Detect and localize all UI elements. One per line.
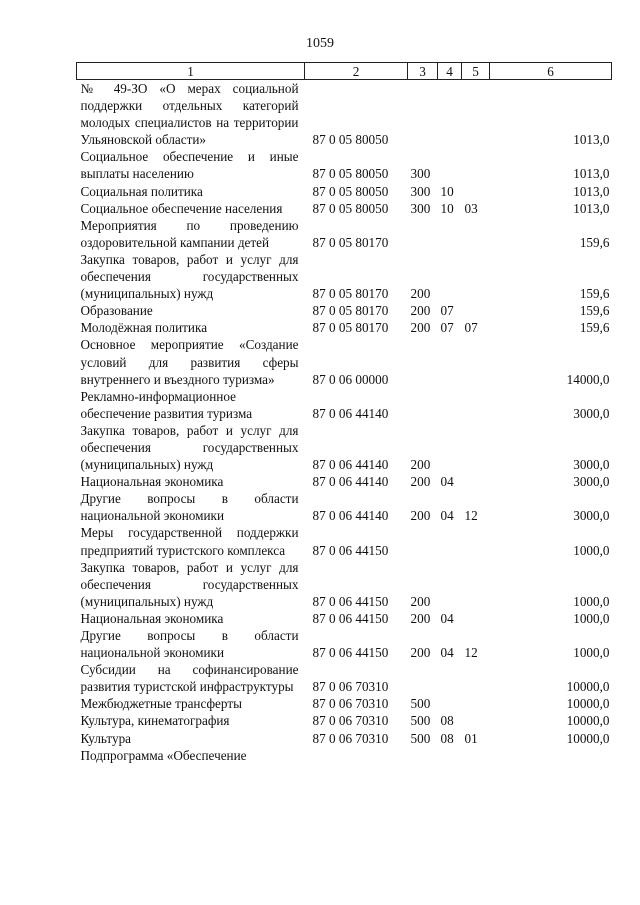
- table-row: [77, 747, 612, 764]
- row-name: Закупка товаров, работ и услуг для обеспечения государственных (муниципальных) нужд: [80, 422, 299, 473]
- table-row: [77, 336, 612, 387]
- row-code: 87 0 06 00000: [312, 371, 389, 387]
- row-code: 87 0 05 80050: [312, 166, 389, 182]
- row-expense-type: [408, 80, 438, 149]
- row-subsection: 03: [464, 200, 478, 216]
- row-expense-type: 200: [410, 320, 431, 336]
- row-subsection: [462, 695, 490, 712]
- table-row: [77, 695, 612, 712]
- row-name: Образование: [80, 303, 153, 319]
- row-amount: 159,6: [579, 234, 610, 250]
- table-row: [77, 712, 612, 729]
- table-row: [77, 200, 612, 217]
- row-code: 87 0 05 80050: [312, 132, 389, 148]
- row-expense-type: [408, 336, 438, 387]
- row-expense-type: 500: [410, 730, 431, 746]
- row-section: 07: [440, 303, 454, 319]
- row-amount: [490, 747, 612, 764]
- row-expense-type: 200: [410, 508, 431, 524]
- row-subsection: [462, 661, 490, 695]
- row-amount: 3000,0: [573, 474, 610, 490]
- row-amount: 159,6: [579, 303, 610, 319]
- row-amount: 14000,0: [566, 371, 610, 387]
- row-amount: 10000,0: [566, 713, 610, 729]
- column-header-2: 2: [305, 63, 408, 80]
- row-name: Национальная экономика: [80, 474, 224, 490]
- row-section: 04: [440, 610, 454, 626]
- row-section: [438, 524, 462, 558]
- row-name: Социальное обеспечение населения: [80, 200, 283, 216]
- row-section: 10: [440, 200, 454, 216]
- row-subsection: [462, 388, 490, 422]
- table-row: [77, 319, 612, 336]
- row-section: [438, 336, 462, 387]
- row-name: Межбюджетные трансферты: [80, 696, 242, 712]
- row-amount: 159,6: [579, 286, 610, 302]
- row-amount: 1000,0: [573, 645, 610, 661]
- table-row: [77, 422, 612, 473]
- row-section: 07: [440, 320, 454, 336]
- table-row: [77, 610, 612, 627]
- row-subsection: 07: [464, 320, 478, 336]
- row-expense-type: 200: [410, 286, 431, 302]
- row-expense-type: 200: [410, 645, 431, 661]
- row-section: [438, 251, 462, 302]
- row-name: Культура: [80, 730, 132, 746]
- row-expense-type: [408, 524, 438, 558]
- column-header-3: 3: [408, 63, 438, 80]
- table-body: [77, 80, 612, 764]
- row-code: 87 0 06 44150: [312, 610, 389, 626]
- row-section: 10: [440, 183, 454, 199]
- row-section: 04: [440, 645, 454, 661]
- row-expense-type: [408, 217, 438, 251]
- table-row: [77, 388, 612, 422]
- row-code: 87 0 06 44140: [312, 405, 389, 421]
- row-expense-type: 200: [410, 610, 431, 626]
- table-row: [77, 730, 612, 747]
- row-expense-type: 300: [410, 183, 431, 199]
- row-subsection: 01: [464, 730, 478, 746]
- row-code: 87 0 05 80170: [312, 234, 389, 250]
- row-name: Мероприятия по проведению оздоровительной кампании детей: [80, 217, 299, 250]
- row-subsection: [462, 524, 490, 558]
- row-expense-type: 300: [410, 166, 431, 182]
- row-section: 04: [440, 508, 454, 524]
- row-amount: 1013,0: [573, 200, 610, 216]
- row-subsection: 12: [464, 508, 478, 524]
- row-code: 87 0 06 70310: [312, 679, 389, 695]
- table-row: [77, 473, 612, 490]
- row-subsection: 12: [464, 645, 478, 661]
- row-subsection: [462, 610, 490, 627]
- row-section: [438, 388, 462, 422]
- row-subsection: [462, 302, 490, 319]
- row-name: № 49-ЗО «О мерах социальной поддержки отдельных категорий молодых специалистов на территории Ульяновской области»: [80, 81, 299, 148]
- row-section: [438, 661, 462, 695]
- row-code: 87 0 05 80170: [312, 286, 389, 302]
- row-amount: 1013,0: [573, 183, 610, 199]
- row-section: [438, 559, 462, 610]
- row-subsection: [462, 183, 490, 200]
- row-name: Основное мероприятие «Создание условий для развития сферы внутреннего и въездного туризма»: [80, 337, 299, 387]
- row-code: 87 0 06 44150: [312, 593, 389, 609]
- row-name: Подпрограмма «Обеспечение: [80, 747, 247, 763]
- table-row: [77, 627, 612, 661]
- row-subsection: [462, 336, 490, 387]
- row-amount: 1000,0: [573, 593, 610, 609]
- row-name: Субсидии на софинансирование развития туристской инфраструктуры: [80, 662, 299, 695]
- row-expense-type: [408, 747, 438, 764]
- row-amount: 10000,0: [566, 679, 610, 695]
- row-amount: 3000,0: [573, 457, 610, 473]
- row-subsection: [462, 473, 490, 490]
- table-row: [77, 302, 612, 319]
- row-subsection: [462, 217, 490, 251]
- column-header-6: 6: [490, 63, 612, 80]
- row-name: Социальная политика: [80, 183, 203, 199]
- row-amount: 1000,0: [573, 542, 610, 558]
- table-header-row: [77, 63, 612, 80]
- row-code: 87 0 05 80170: [312, 303, 389, 319]
- row-name: Национальная экономика: [80, 610, 224, 626]
- table-row: [77, 183, 612, 200]
- row-name: Другие вопросы в области национальной экономики: [80, 628, 299, 661]
- table-row: [77, 661, 612, 695]
- column-header-4: 4: [438, 63, 462, 80]
- row-section: [438, 747, 462, 764]
- column-header-1: 1: [77, 63, 305, 80]
- row-code: 87 0 05 80050: [312, 200, 389, 216]
- table-row: [77, 559, 612, 610]
- row-amount: 1013,0: [573, 132, 610, 148]
- row-amount: 159,6: [579, 320, 610, 336]
- column-header-5: 5: [462, 63, 490, 80]
- row-amount: 10000,0: [566, 696, 610, 712]
- row-name: Социальное обеспечение и иные выплаты населению: [80, 149, 299, 182]
- table-row: [77, 80, 612, 149]
- row-amount: 3000,0: [573, 405, 610, 421]
- row-code: 87 0 06 44140: [312, 508, 389, 524]
- budget-table: [76, 62, 612, 764]
- row-expense-type: 200: [410, 303, 431, 319]
- table-row: [77, 148, 612, 182]
- row-name: Культура, кинематография: [80, 713, 230, 729]
- row-code: 87 0 06 44150: [312, 645, 389, 661]
- row-expense-type: 200: [410, 593, 431, 609]
- row-section: [438, 695, 462, 712]
- row-code: [305, 747, 408, 764]
- row-section: [438, 217, 462, 251]
- row-code: 87 0 06 70310: [312, 713, 389, 729]
- row-subsection: [462, 251, 490, 302]
- row-expense-type: [408, 388, 438, 422]
- row-subsection: [462, 747, 490, 764]
- row-subsection: [462, 712, 490, 729]
- row-section: [438, 148, 462, 182]
- page-number: 1059: [306, 36, 334, 51]
- row-code: 87 0 06 44150: [312, 542, 389, 558]
- row-name: Закупка товаров, работ и услуг для обеспечения государственных (муниципальных) нужд: [80, 251, 299, 302]
- row-amount: 1013,0: [573, 166, 610, 182]
- row-subsection: [462, 148, 490, 182]
- row-code: 87 0 05 80170: [312, 320, 389, 336]
- row-code: 87 0 06 70310: [312, 696, 389, 712]
- row-expense-type: 500: [410, 696, 431, 712]
- row-amount: 1000,0: [573, 610, 610, 626]
- table-row: [77, 251, 612, 302]
- row-expense-type: 200: [410, 457, 431, 473]
- row-expense-type: 300: [410, 200, 431, 216]
- row-subsection: [462, 80, 490, 149]
- row-name: Молодёжная политика: [80, 320, 208, 336]
- table-row: [77, 524, 612, 558]
- row-subsection: [462, 559, 490, 610]
- row-name: Рекламно-информационное обеспечение развития туризма: [80, 388, 253, 421]
- table-row: [77, 217, 612, 251]
- row-code: 87 0 06 70310: [312, 730, 389, 746]
- row-amount: 3000,0: [573, 508, 610, 524]
- table-row: [77, 490, 612, 524]
- row-amount: 10000,0: [566, 730, 610, 746]
- row-expense-type: 200: [410, 474, 431, 490]
- row-section: 08: [440, 713, 454, 729]
- row-name: Другие вопросы в области национальной экономики: [80, 491, 299, 524]
- row-subsection: [462, 422, 490, 473]
- row-section: 08: [440, 730, 454, 746]
- row-code: 87 0 06 44140: [312, 474, 389, 490]
- row-section: [438, 422, 462, 473]
- row-name: Закупка товаров, работ и услуг для обеспечения государственных (муниципальных) нужд: [80, 559, 299, 609]
- row-section: [438, 80, 462, 149]
- row-expense-type: [408, 661, 438, 695]
- row-name: Меры государственной поддержки предприятий туристского комплекса: [80, 525, 299, 558]
- row-code: 87 0 05 80050: [312, 183, 389, 199]
- row-section: 04: [440, 474, 454, 490]
- row-code: 87 0 06 44140: [312, 457, 389, 473]
- row-expense-type: 500: [410, 713, 431, 729]
